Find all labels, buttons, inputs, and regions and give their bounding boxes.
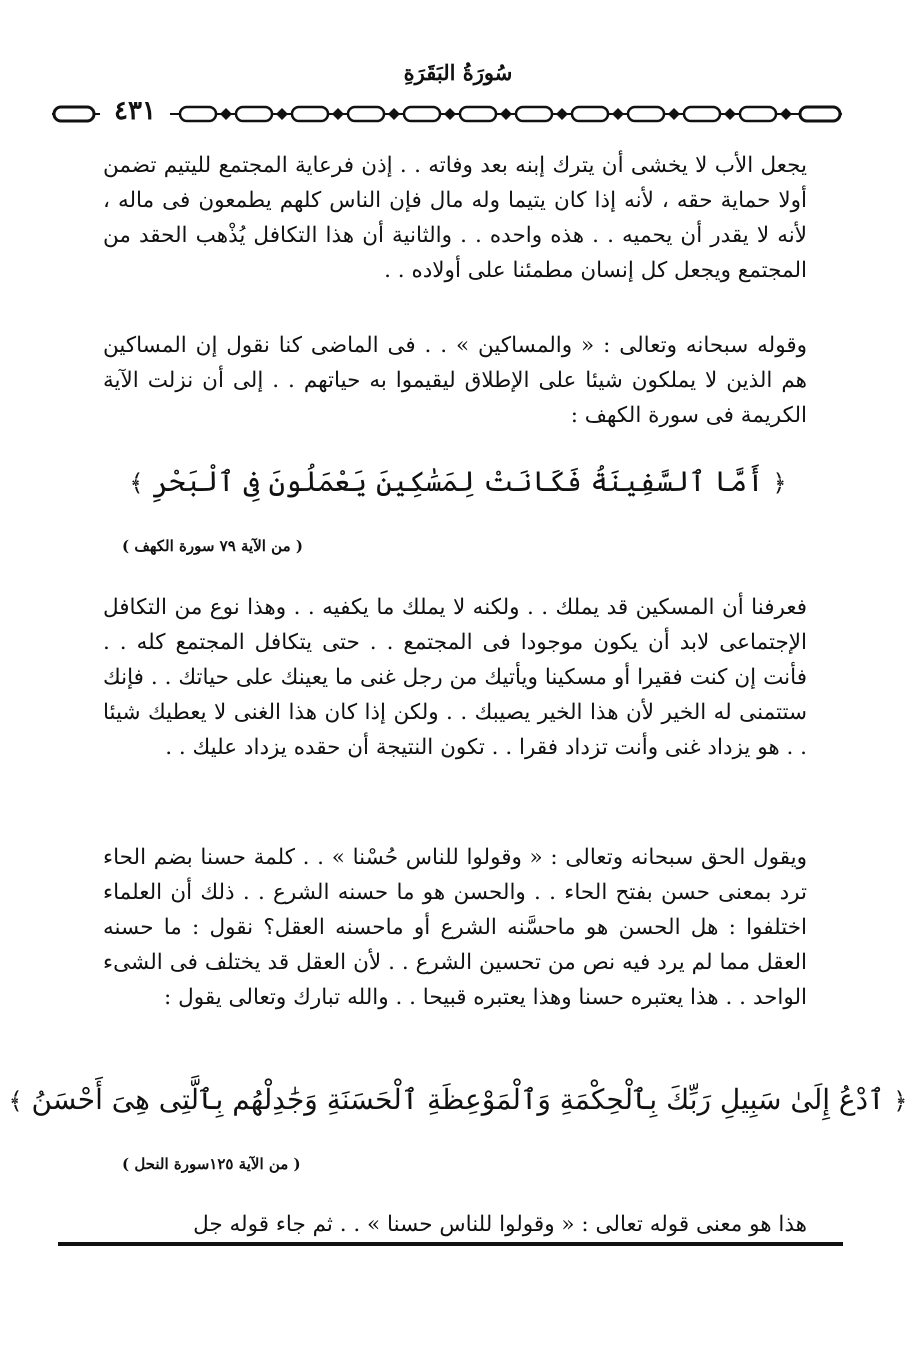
ornamental-border bbox=[52, 96, 842, 132]
quran-verse-nahl bbox=[0, 1080, 916, 1121]
paragraph-4: ويقول الحق سبحانه وتعالى : « وقولوا للناس حُسْنا » . . كلمة حسنا بضم الحاء ترد بمعنى حسن بفتح الحاء . . والحسن هو ما حسنه الشرع . . ذلك أن العلماء اختلفوا : هل الحسن هو ماحسَّنه الشرع أو ماحسنه العقل؟ نقول : ما حسنه العقل مما لم يرد فيه نص من تحسين الشرع . . لأن العقل قد يختلف فى الشىء الواحد . . هذا يعتبره حسنا وهذا يعتبره قبيحا . . والله تبارك وتعالى يقول : bbox=[103, 845, 807, 1010]
verse-bracket-close: ﴾ bbox=[129, 469, 144, 497]
verse-bracket-open: ﴿ bbox=[772, 469, 787, 497]
surah-title: سُورَةُ البَقَرَةِ bbox=[403, 60, 513, 85]
verse-bracket-close: ﴾ bbox=[8, 1087, 23, 1115]
page-number: ٤٣١ bbox=[100, 94, 170, 128]
verse-reference-nahl: ( من الآية ١٢٥سورة النحل ) bbox=[122, 1155, 301, 1173]
verse-text: ٱدْعُ إِلَىٰ سَبِيلِ رَبِّكَ بِٱلْحِكْمَةِ وَٱلْمَوْعِظَةِ ٱلْحَسَنَةِ وَجَٰدِلْهُم بِٱلَّتِى هِىَ أَحْسَنُ bbox=[31, 1083, 885, 1116]
paragraph-2: وقوله سبحانه وتعالى : « والمساكين » . . فى الماضى كنا نقول إن المساكين هم الذين لا يملكون شيئا على الإطلاق ليقيموا به حياتهم . . إلى أن نزلت الآية الكريمة فى سورة الكهف : bbox=[103, 333, 807, 428]
paragraph-1: يجعل الأب لا يخشى أن يترك إبنه بعد وفاته . . إذن فرعاية المجتمع لليتيم تضمن أولا حماية حقه ، لأنه إذا كان يتيما وله مال فإن الناس كلهم يطمعون فى ماله ، لأنه لا يقدر أن يحميه . . هذه واحده . . والثانية أن هذا التكافل يُذْهب الحقد من المجتمع ويجعل كل إنسان مطمئنا على أولاده . . bbox=[103, 153, 807, 283]
verse-text: أَمَّا ٱلسَّفِينَةُ فَكَانَتْ لِمَسَٰكِينَ يَعْمَلُونَ فِى ٱلْبَحْرِ bbox=[152, 465, 764, 498]
footer-rule bbox=[58, 1242, 843, 1246]
verse-bracket-open: ﴿ bbox=[893, 1087, 908, 1115]
quran-verse-kahf bbox=[0, 462, 916, 503]
paragraph-3: فعرفنا أن المسكين قد يملك . . ولكنه لا يملك ما يكفيه . . وهذا نوع من التكافل الإجتماعى لابد أن يكون موجودا فى المجتمع . . حتى يتكافل المجتمع كله . . فأنت إن كنت فقيرا أو مسكينا ويأتيك من رجل غنى ما يعينك على حياتك . . فإنك ستتمنى له الخير لأن هذا الخير يصيبك . . ولكن إذا كان هذا الغنى لا يعطيك شيئا . . هو يزداد غنى وأنت تزداد فقرا . . تكون النتيجة أن حقده يزداد عليك . . bbox=[103, 595, 807, 760]
last-line: هذا هو معنى قوله تعالى : « وقولوا للناس حسنا » . . ثم جاء قوله جل bbox=[193, 1212, 807, 1237]
verse-reference-kahf: ( من الآية ٧٩ سورة الكهف ) bbox=[122, 537, 303, 555]
page-header bbox=[0, 60, 916, 140]
